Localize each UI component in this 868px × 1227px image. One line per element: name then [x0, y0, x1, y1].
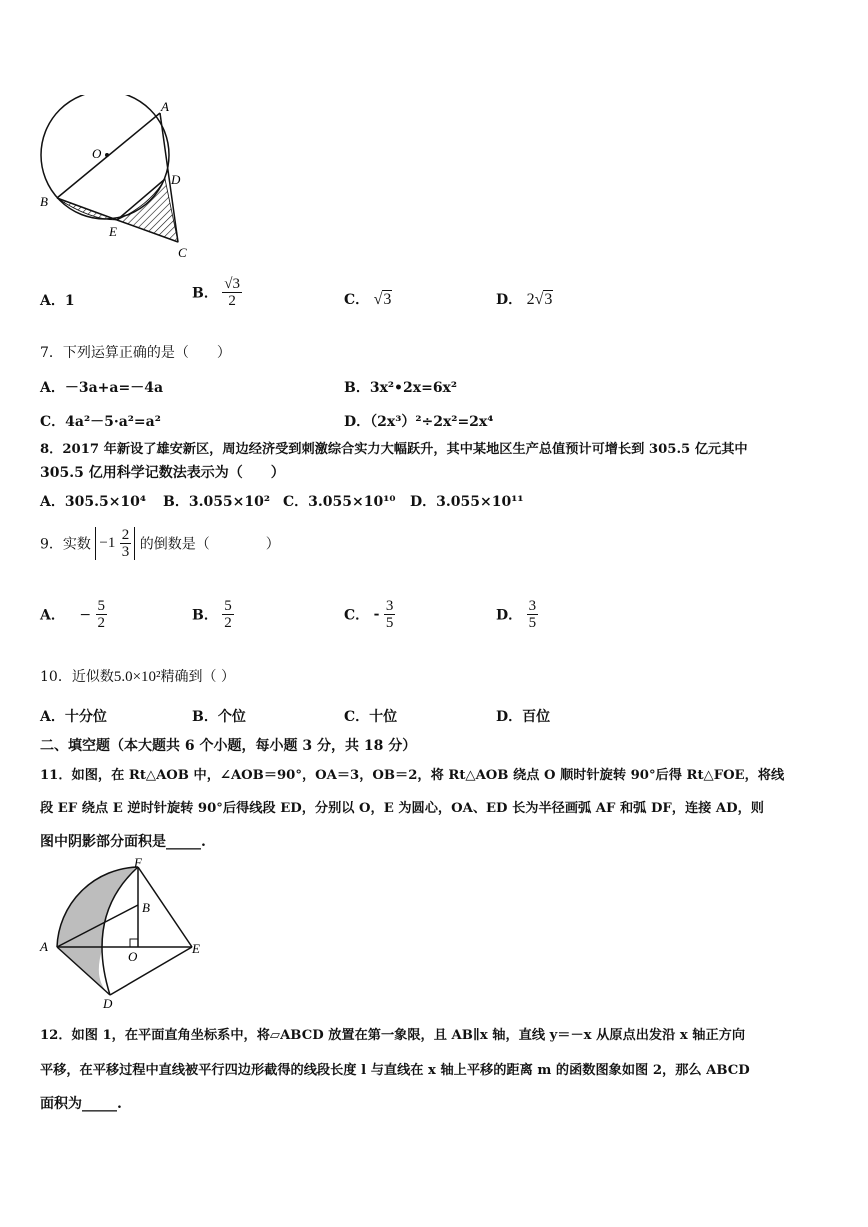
- q6-option-d-label: D．: [496, 292, 523, 308]
- q9-option-a-denominator: 2: [97, 615, 106, 631]
- q9-option-c: [344, 598, 395, 631]
- segment-ed: [110, 947, 192, 995]
- q12-stem-line3: 面积为_____.: [40, 1096, 122, 1112]
- q10-option-c: C．十位: [344, 709, 398, 725]
- q6-option-b-numerator: √3: [224, 276, 241, 292]
- q9-option-c-sign: -: [373, 606, 380, 623]
- q6-option-a-label: A．: [40, 293, 65, 309]
- q6-option-d-radicand: 3: [544, 291, 553, 308]
- q6-option-d-coef: 2: [526, 291, 535, 308]
- q7-option-d: D．（2x³）²÷2x²=2x⁴: [344, 414, 494, 430]
- q6-option-c-label: C．: [344, 292, 370, 308]
- q9-option-b-label: B．: [192, 607, 218, 624]
- q6-option-b-fraction: [222, 276, 242, 309]
- q9-option-a-numerator: 5: [97, 598, 106, 614]
- q9-option-b-fraction: [222, 598, 234, 631]
- q9-option-c-fraction: [384, 598, 396, 631]
- q6-options: [40, 290, 75, 310]
- q12-stem-line1: 12．如图 1，在平面直角坐标系中，将▱ABCD 放置在第一象限，且 AB∥x 轴，直线 y＝－x 从原点出发沿 x 轴正方向: [40, 1028, 746, 1043]
- q7-option-a: A．－3a+a=－4a: [40, 380, 164, 396]
- q9-option-d: [496, 598, 538, 631]
- q9-option-d-numerator: 3: [528, 598, 537, 614]
- q8-stem-line2: 305.5 亿用科学记数法表示为（ ）: [40, 465, 285, 481]
- shaded-region-edc: [117, 179, 178, 242]
- right-angle-mark: [130, 939, 138, 947]
- q9-absolute-value: [95, 527, 135, 560]
- label-a: A: [40, 939, 48, 954]
- q9-option-b: [192, 598, 234, 631]
- q9-prefix: 9．实数: [40, 536, 91, 553]
- q6-option-c: [344, 289, 392, 309]
- q6-option-a-value: 1: [64, 293, 75, 309]
- q9-suffix: 的倒数是（ ）: [139, 536, 280, 553]
- q9-fraction: [120, 527, 132, 560]
- q9-integer: −1: [99, 535, 116, 551]
- label-a: A: [161, 99, 169, 114]
- q9-option-a-label: A．: [40, 607, 65, 624]
- q11-stem-line3: 图中阴影部分面积是_____.: [40, 834, 206, 850]
- q7-stem: 7．下列运算正确的是（ ）: [40, 345, 231, 361]
- q9-option-a-sign: −: [79, 606, 92, 623]
- q8-option-a: A．305.5×10⁴: [40, 494, 147, 510]
- q9-option-d-label: D．: [496, 607, 523, 624]
- q6-option-b: [192, 276, 242, 309]
- section-heading-fill-in: 二、填空题（本大题共 6 个小题，每小题 3 分，共 18 分）: [40, 738, 417, 754]
- shaded-region: [57, 867, 138, 995]
- q8-option-c: C．3.055×10¹⁰: [283, 494, 396, 510]
- q7-option-c: C．4a²－5·a²=a²: [40, 414, 161, 430]
- q7-option-b: B．3x²•2x=6x²: [344, 380, 458, 396]
- label-b: B: [40, 194, 48, 209]
- q6-option-c-radicand: 3: [383, 291, 392, 308]
- q10-option-a: A．十分位: [40, 709, 107, 725]
- q8-stem-line1: 8．2017 年新设了雄安新区，周边经济受到刺激综合实力大幅跃升，其中某地区生产总值预计可增长到 305.5 亿元其中: [40, 442, 748, 457]
- q10-option-b: B．个位: [192, 709, 246, 725]
- q6-option-b-label: B．: [192, 285, 218, 302]
- center-point-o: [105, 153, 109, 157]
- label-f: F: [134, 855, 142, 870]
- q6-option-c-sqrt: √3: [373, 291, 392, 308]
- q10-prefix: 10．近似数: [40, 669, 114, 685]
- q6-option-b-denominator: 2: [222, 292, 242, 309]
- label-c: C: [178, 245, 187, 260]
- q6-option-d-expr: 2√3: [526, 291, 553, 308]
- q6-option-d: [496, 289, 553, 309]
- q10-stem: [40, 666, 235, 686]
- label-d: D: [103, 996, 113, 1011]
- q9-option-c-denominator: 5: [385, 615, 394, 631]
- q9-option-d-denominator: 5: [528, 615, 537, 631]
- circle-tangent-figure: [30, 95, 200, 265]
- q8-option-d: D．3.055×10¹¹: [410, 494, 524, 510]
- q11-stem-line2: 段 EF 绕点 E 逆时针旋转 90°后得线段 ED，分别以 O，E 为圆心，OA、ED 长为半径画弧 AF 和弧 DF，连接 AD，则: [40, 801, 764, 816]
- q9-option-c-numerator: 3: [385, 598, 394, 614]
- label-e: E: [192, 941, 200, 956]
- q9-stem: [40, 527, 280, 560]
- q9-option-d-fraction: [527, 598, 539, 631]
- q11-stem-line1: 11．如图，在 Rt△AOB 中，∠AOB＝90°，OA＝3，OB＝2，将 Rt△AOB 绕点 O 顺时针旋转 90°后得 Rt△FOE，将线: [40, 768, 785, 783]
- label-b: B: [142, 900, 150, 915]
- label-o: O: [92, 146, 102, 161]
- q12-stem-line2: 平移，在平移过程中直线被平行四边形截得的线段长度 l 与直线在 x 轴上平移的距离 m 的函数图象如图 2，那么 ABCD: [40, 1063, 750, 1078]
- q9-option-a: [40, 598, 107, 631]
- rotation-figure: [30, 855, 220, 1015]
- q10-suffix: 精确到（ ）: [160, 669, 235, 685]
- q8-option-b: B．3.055×10²: [163, 494, 271, 510]
- q9-option-b-numerator: 5: [224, 598, 232, 614]
- q9-option-a-fraction: [96, 598, 108, 631]
- label-o: O: [128, 949, 138, 964]
- q9-denominator: 3: [121, 544, 130, 560]
- q9-option-b-denominator: 2: [224, 615, 232, 631]
- q9-option-c-label: C．: [344, 607, 370, 624]
- q10-expression: 5.0×10²: [113, 669, 161, 685]
- label-d: D: [171, 172, 181, 187]
- q10-option-d: D．百位: [496, 709, 551, 725]
- q9-numerator: 2: [121, 527, 130, 543]
- label-e: E: [109, 224, 117, 239]
